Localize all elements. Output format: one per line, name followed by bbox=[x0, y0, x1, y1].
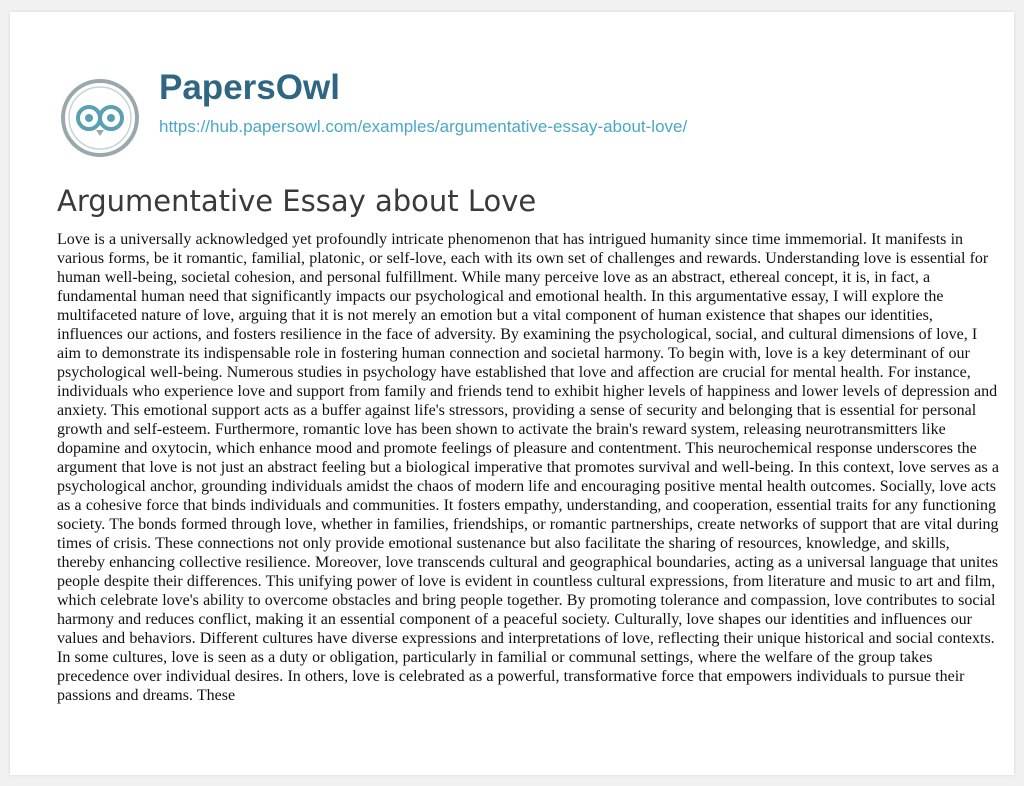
document-title: Argumentative Essay about Love bbox=[57, 184, 537, 218]
source-url-link[interactable]: https://hub.papersowl.com/examples/argumentative-essay-about-love/ bbox=[159, 117, 688, 136]
owl-logo-icon bbox=[60, 78, 140, 158]
document-page bbox=[10, 12, 1014, 775]
brand-name: PapersOwl bbox=[159, 68, 340, 107]
essay-body: Love is a universally acknowledged yet profoundly intricate phenomenon that has intrigued humanity since time immemorial. It manifests in various forms, be it romantic, familial, platonic, or self-love, each with its own set of challenges and rewards. Understanding love is essential for human well-being, societal cohesion, and personal fulfillment. While many perceive love as an abstract, ethereal concept, it is, in fact, a fundamental human need that significantly impacts our psychological and emotional health. In this argumentative essay, I will explore the multifaceted nature of love, arguing that it is not merely an emotion but a vital component of human existence that shapes our identities, influences our actions, and fosters resilience in the face of adversity. By examining the psychological, social, and cultural dimensions of love, I aim to demonstrate its indispensable role in fostering human connection and societal harmony. To begin with, love is a key determinant of our psychological well-being. Numerous studies in psychology have established that love and affection are crucial for mental health. For instance, individuals who experience love and support from family and friends tend to exhibit higher levels of happiness and lower levels of depression and anxiety. This emotional support acts as a buffer against life's stressors, providing a sense of security and belonging that is essential for personal growth and self-esteem. Furthermore, romantic love has been shown to activate the brain's reward system, releasing neurotransmitters like dopamine and oxytocin, which enhance mood and promote feelings of pleasure and contentment. This neurochemical response underscores the argument that love is not just an abstract feeling but a biological imperative that promotes survival and well-being. In this context, love serves as a psychological anchor, grounding individuals amidst the chaos of modern life and encouraging positive mental health outcomes. Socially, love acts as a cohesive force that binds individuals and communities. It fosters empathy, understanding, and cooperation, essential traits for any functioning society. The bonds formed through love, whether in families, friendships, or romantic partnerships, create networks of support that are vital during times of crisis. These connections not only provide emotional sustenance but also facilitate the sharing of resources, knowledge, and skills, thereby enhancing collective resilience. Moreover, love transcends cultural and geographical boundaries, acting as a universal language that unites people despite their differences. This unifying power of love is evident in countless cultural expressions, from literature and music to art and film, which celebrate love's ability to overcome obstacles and bring people together. By promoting tolerance and compassion, love contributes to social harmony and reduces conflict, making it an essential component of a peaceful society. Culturally, love shapes our identities and influences our values and behaviors. Different cultures have diverse expressions and interpretations of love, reflecting their unique historical and social contexts. In some cultures, love is seen as a duty or obligation, particularly in familial or communal settings, where the welfare of the group takes precedence over individual desires. In others, love is celebrated as a powerful, transformative force that empowers individuals to pursue their passions and dreams. These bbox=[57, 231, 1000, 704]
